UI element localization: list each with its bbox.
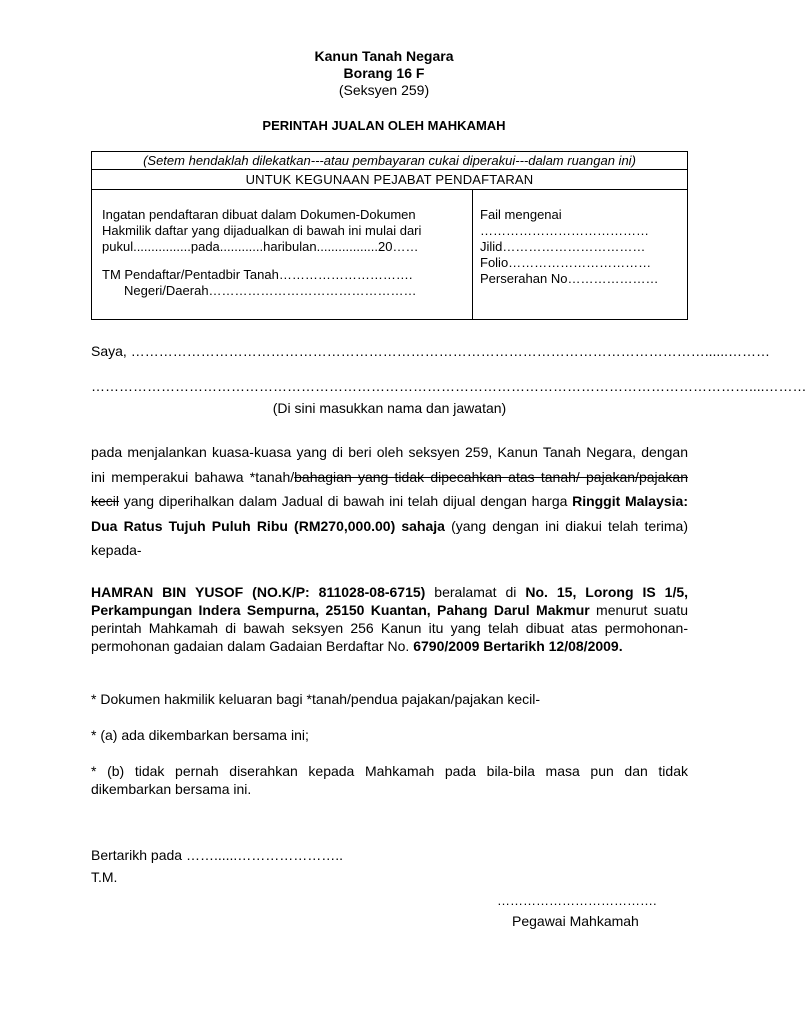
title-document-note: * Dokumen hakmilik keluaran bagi *tanah/pendua pajakan/pajakan kecil- [91, 691, 541, 707]
file-line: ………………………………… [480, 223, 649, 238]
registrar-line: TM Pendaftar/Pentadbir Tanah…………………………. [102, 267, 413, 282]
struck-text: bahagian yang tidak dipecahkan atas tanah/ pajakan/pajakan kecil [91, 468, 688, 509]
column-divider [472, 190, 473, 319]
sale-certification-paragraph: pada menjalankan kuasa-kuasa yang di beri oleh seksyen 259, Kanun Tanah Negara, dengan ini memperakui bahawa *tanah/bahagian yang tidak dipecahkan atas tanah/ pajakan/pajakan kecil yang diperihalkan dalam Jadual di bawah ini telah dijual dengan harga Ringgit Malaysia: Dua Ratus Tujuh Puluh Ribu (RM270,000.00) sahaja (yang dengan ini diakui telah terima) kepada- [91, 444, 689, 558]
registry-box [91, 151, 688, 320]
buyer-address: No. 15, Lorong IS 1/5, Perkampungan Indera Sempurna, 25150 Kuantan, Pahang Darul Makmur [91, 584, 689, 618]
form-number: Borang 16 F [343, 65, 425, 81]
declarant-line-1: Saya, ……………………………………………………………………………………………………………......……… [91, 343, 771, 359]
memo-line: Hakmilik daftar yang dijadualkan di bawah ini mulai dari [102, 223, 422, 238]
date-line: Bertarikh pada ……......………………….. [91, 847, 344, 863]
stamp-note: (Setem hendaklah dilekatkan---atau pembayaran cukai diperakui---dalam ruangan ini) [92, 152, 687, 170]
file-references [480, 207, 685, 287]
memo-line: Ingatan pendaftaran dibuat dalam Dokumen-Dokumen [102, 207, 416, 222]
sale-price: Ringgit Malaysia: Dua Ratus Tujuh Puluh Ribu (RM270,000.00) sahaja [91, 493, 688, 534]
state-district-line: Negeri/Daerah………………………………………… [124, 283, 417, 298]
declarant-hint: (Di sini masukkan nama dan jawatan) [272, 400, 507, 416]
buyer-name: HAMRAN BIN YUSOF (NO.K/P: 811028-08-6715) [91, 584, 426, 600]
declarant-line-2: ……………………………………………………………………………………………………………………………....……… [91, 378, 807, 394]
signature-line: ………………………………. [497, 893, 657, 908]
memo-line: pukul................pada............haribulan.................20…… [102, 239, 419, 254]
buyer-paragraph: HAMRAN BIN YUSOF (NO.K/P: 811028-08-6715) beralamat di No. 15, Lorong IS 1/5, Perkampungan Indera Sempurna, 25150 Kuantan, Pahang Darul Makmur menurut suatu perintah Mahkamah di bawah seksyen 256 Kanun itu yang telah dibuat atas permohonan-permohonan gadaian dalam Gadaian Berdaftar No. 6790/2009 Bertarikh 12/08/2009. [91, 584, 689, 654]
charge-number: 6790/2009 Bertarikh 12/08/2009. [413, 638, 623, 654]
presentation-line: Perserahan No………………… [480, 271, 659, 286]
act-title: Kanun Tanah Negara [314, 48, 454, 64]
document-title: PERINTAH JUALAN OLEH MAHKAMAH [262, 118, 506, 133]
file-label: Fail mengenai [480, 207, 562, 222]
folio-line: Folio…………………………… [480, 255, 652, 270]
office-use-heading: UNTUK KEGUNAAN PEJABAT PENDAFTARAN [92, 170, 687, 190]
officer-title: Pegawai Mahkamah [512, 913, 639, 929]
registration-memo [102, 207, 467, 299]
volume-line: Jilid…………………………… [480, 239, 646, 254]
option-a: * (a) ada dikembarkan bersama ini; [91, 727, 309, 743]
tm-label: T.M. [91, 869, 118, 885]
option-b: * (b) tidak pernah diserahkan kepada Mahkamah pada bila-bila masa pun dan tidak dikembarkan bersama ini. [91, 763, 688, 797]
section-reference: (Seksyen 259) [338, 82, 430, 98]
